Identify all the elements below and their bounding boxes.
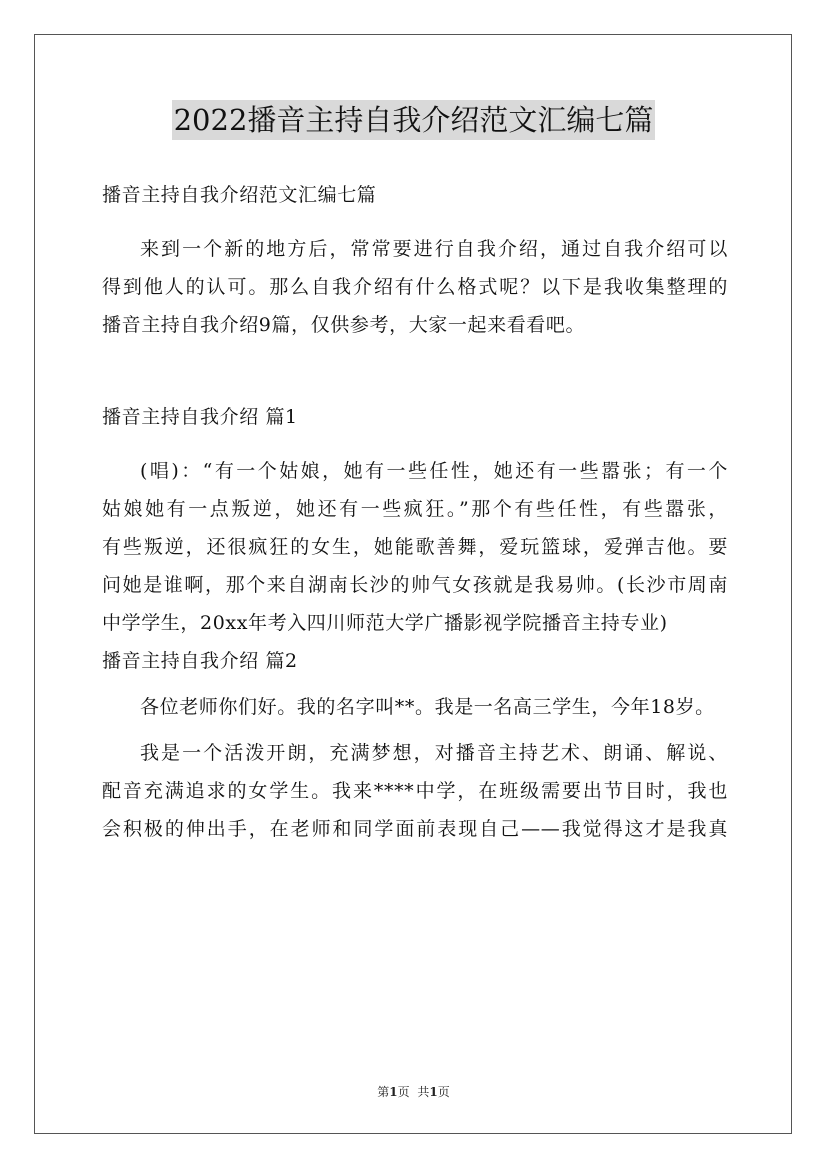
intro-paragraph	[102, 230, 728, 344]
total-pages: 1	[429, 1085, 438, 1099]
section2-paragraph-2	[102, 734, 728, 848]
section1-line: 问她是谁啊，那个来自湖南长沙的帅气女孩就是我易帅。(长沙市周南	[102, 574, 728, 596]
document-subtitle: 播音主持自我介绍范文汇编七篇	[102, 184, 377, 206]
total-suffix: 页	[437, 1085, 450, 1099]
section-heading-2: 播音主持自我介绍 篇2	[102, 650, 298, 672]
intro-line: 播音主持自我介绍9篇，仅供参考，大家一起来看看吧。	[102, 314, 586, 336]
section1-paragraph	[102, 452, 728, 642]
section1-line: 姑娘她有一点叛逆，她还有一些疯狂。”那个有些任性，有些嚣张，	[102, 498, 728, 520]
section2-line: 会积极的伸出手，在老师和同学面前表现自己——我觉得这才是我真	[102, 818, 728, 840]
section2-line: 各位老师你们好。我的名字叫**。我是一名高三学生，今年18岁。	[140, 696, 715, 718]
document-body	[102, 176, 728, 848]
page-prefix: 第	[377, 1085, 390, 1099]
intro-line: 来到一个新的地方后，常常要进行自我介绍，通过自我介绍可以	[140, 238, 728, 260]
total-prefix: 共	[417, 1085, 430, 1099]
section1-line: 中学学生，20xx年考入四川师范大学广播影视学院播音主持专业)	[102, 612, 668, 634]
page-suffix: 页	[397, 1085, 410, 1099]
document-title: 2022播音主持自我介绍范文汇编七篇	[172, 100, 656, 140]
page-number: 1	[389, 1085, 398, 1099]
section1-line: 有些叛逆，还很疯狂的女生，她能歌善舞，爱玩篮球，爱弹吉他。要	[102, 536, 728, 558]
intro-line: 得到他人的认可。那么自我介绍有什么格式呢？以下是我收集整理的	[102, 276, 728, 298]
title-block	[0, 100, 827, 140]
section2-paragraph-1	[102, 688, 728, 726]
section-heading-1: 播音主持自我介绍 篇1	[102, 406, 298, 428]
section1-line: (唱)：“有一个姑娘，她有一些任性，她还有一些嚣张；有一个	[140, 460, 728, 482]
section2-line: 我是一个活泼开朗，充满梦想，对播音主持艺术、朗诵、解说、	[140, 742, 728, 764]
page-footer	[0, 1084, 827, 1100]
section2-line: 配音充满追求的女学生。我来****中学，在班级需要出节目时，我也	[102, 780, 728, 802]
